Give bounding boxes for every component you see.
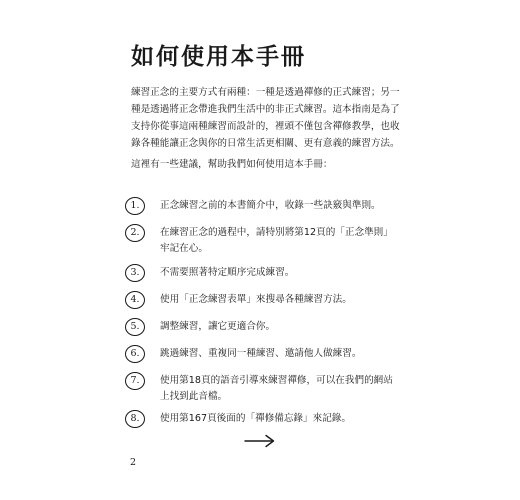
right-arrow-icon[interactable] <box>244 433 276 449</box>
tip-item-7 <box>125 372 425 406</box>
tip-number-5: 5. <box>125 318 145 336</box>
tip-number-6: 6. <box>125 345 145 363</box>
lead-paragraph: 這裡有一些建議，幫助我們如何使用這本手冊： <box>131 159 333 170</box>
tip-number-2: 2. <box>125 224 145 242</box>
tip-text-6: 跳過練習、重複同一種練習、邀請他人做練習。 <box>160 348 362 359</box>
tip-text-2: 在練習正念的過程中，請特別將第12頁的「正念準則」牢記在心。 <box>160 227 393 254</box>
tip-number-7: 7. <box>125 372 145 390</box>
tip-text-8: 使用第167頁後面的「禪修備忘錄」來記錄。 <box>160 413 351 424</box>
tip-text-7: 使用第18頁的語音引導來練習禪修，可以在我們的網站上找到此音檔。 <box>160 375 393 402</box>
tip-text-5: 調整練習，讓它更適合你。 <box>160 321 276 332</box>
tip-item-2 <box>125 224 425 258</box>
tip-number-4: 4. <box>125 291 145 309</box>
tip-number-3: 3. <box>125 264 145 282</box>
page-title: 如何使用本手冊 <box>131 44 306 70</box>
intro-paragraph: 練習正念的主要方式有兩種：一種是透過禪修的正式練習；另一種是透過將正念帶進我們生活中的非正式練習。這本指南是為了支持你從事這兩種練習而設計的，裡頭不僅包含禪修教學，也收錄各種能讓正念與你的日常生活更相關、更有意義的練習方法。 <box>131 87 400 149</box>
page-number: 2 <box>130 457 137 468</box>
tip-text-1: 正念練習之前的本書簡介中，收錄一些訣竅與準則。 <box>160 200 381 211</box>
tip-number-8: 8. <box>125 410 145 428</box>
tip-text-4: 使用「正念練習表單」來搜尋各種練習方法。 <box>160 294 352 305</box>
tip-number-1: 1. <box>125 197 145 215</box>
tip-text-3: 不需要照著特定順序完成練習。 <box>160 267 295 278</box>
